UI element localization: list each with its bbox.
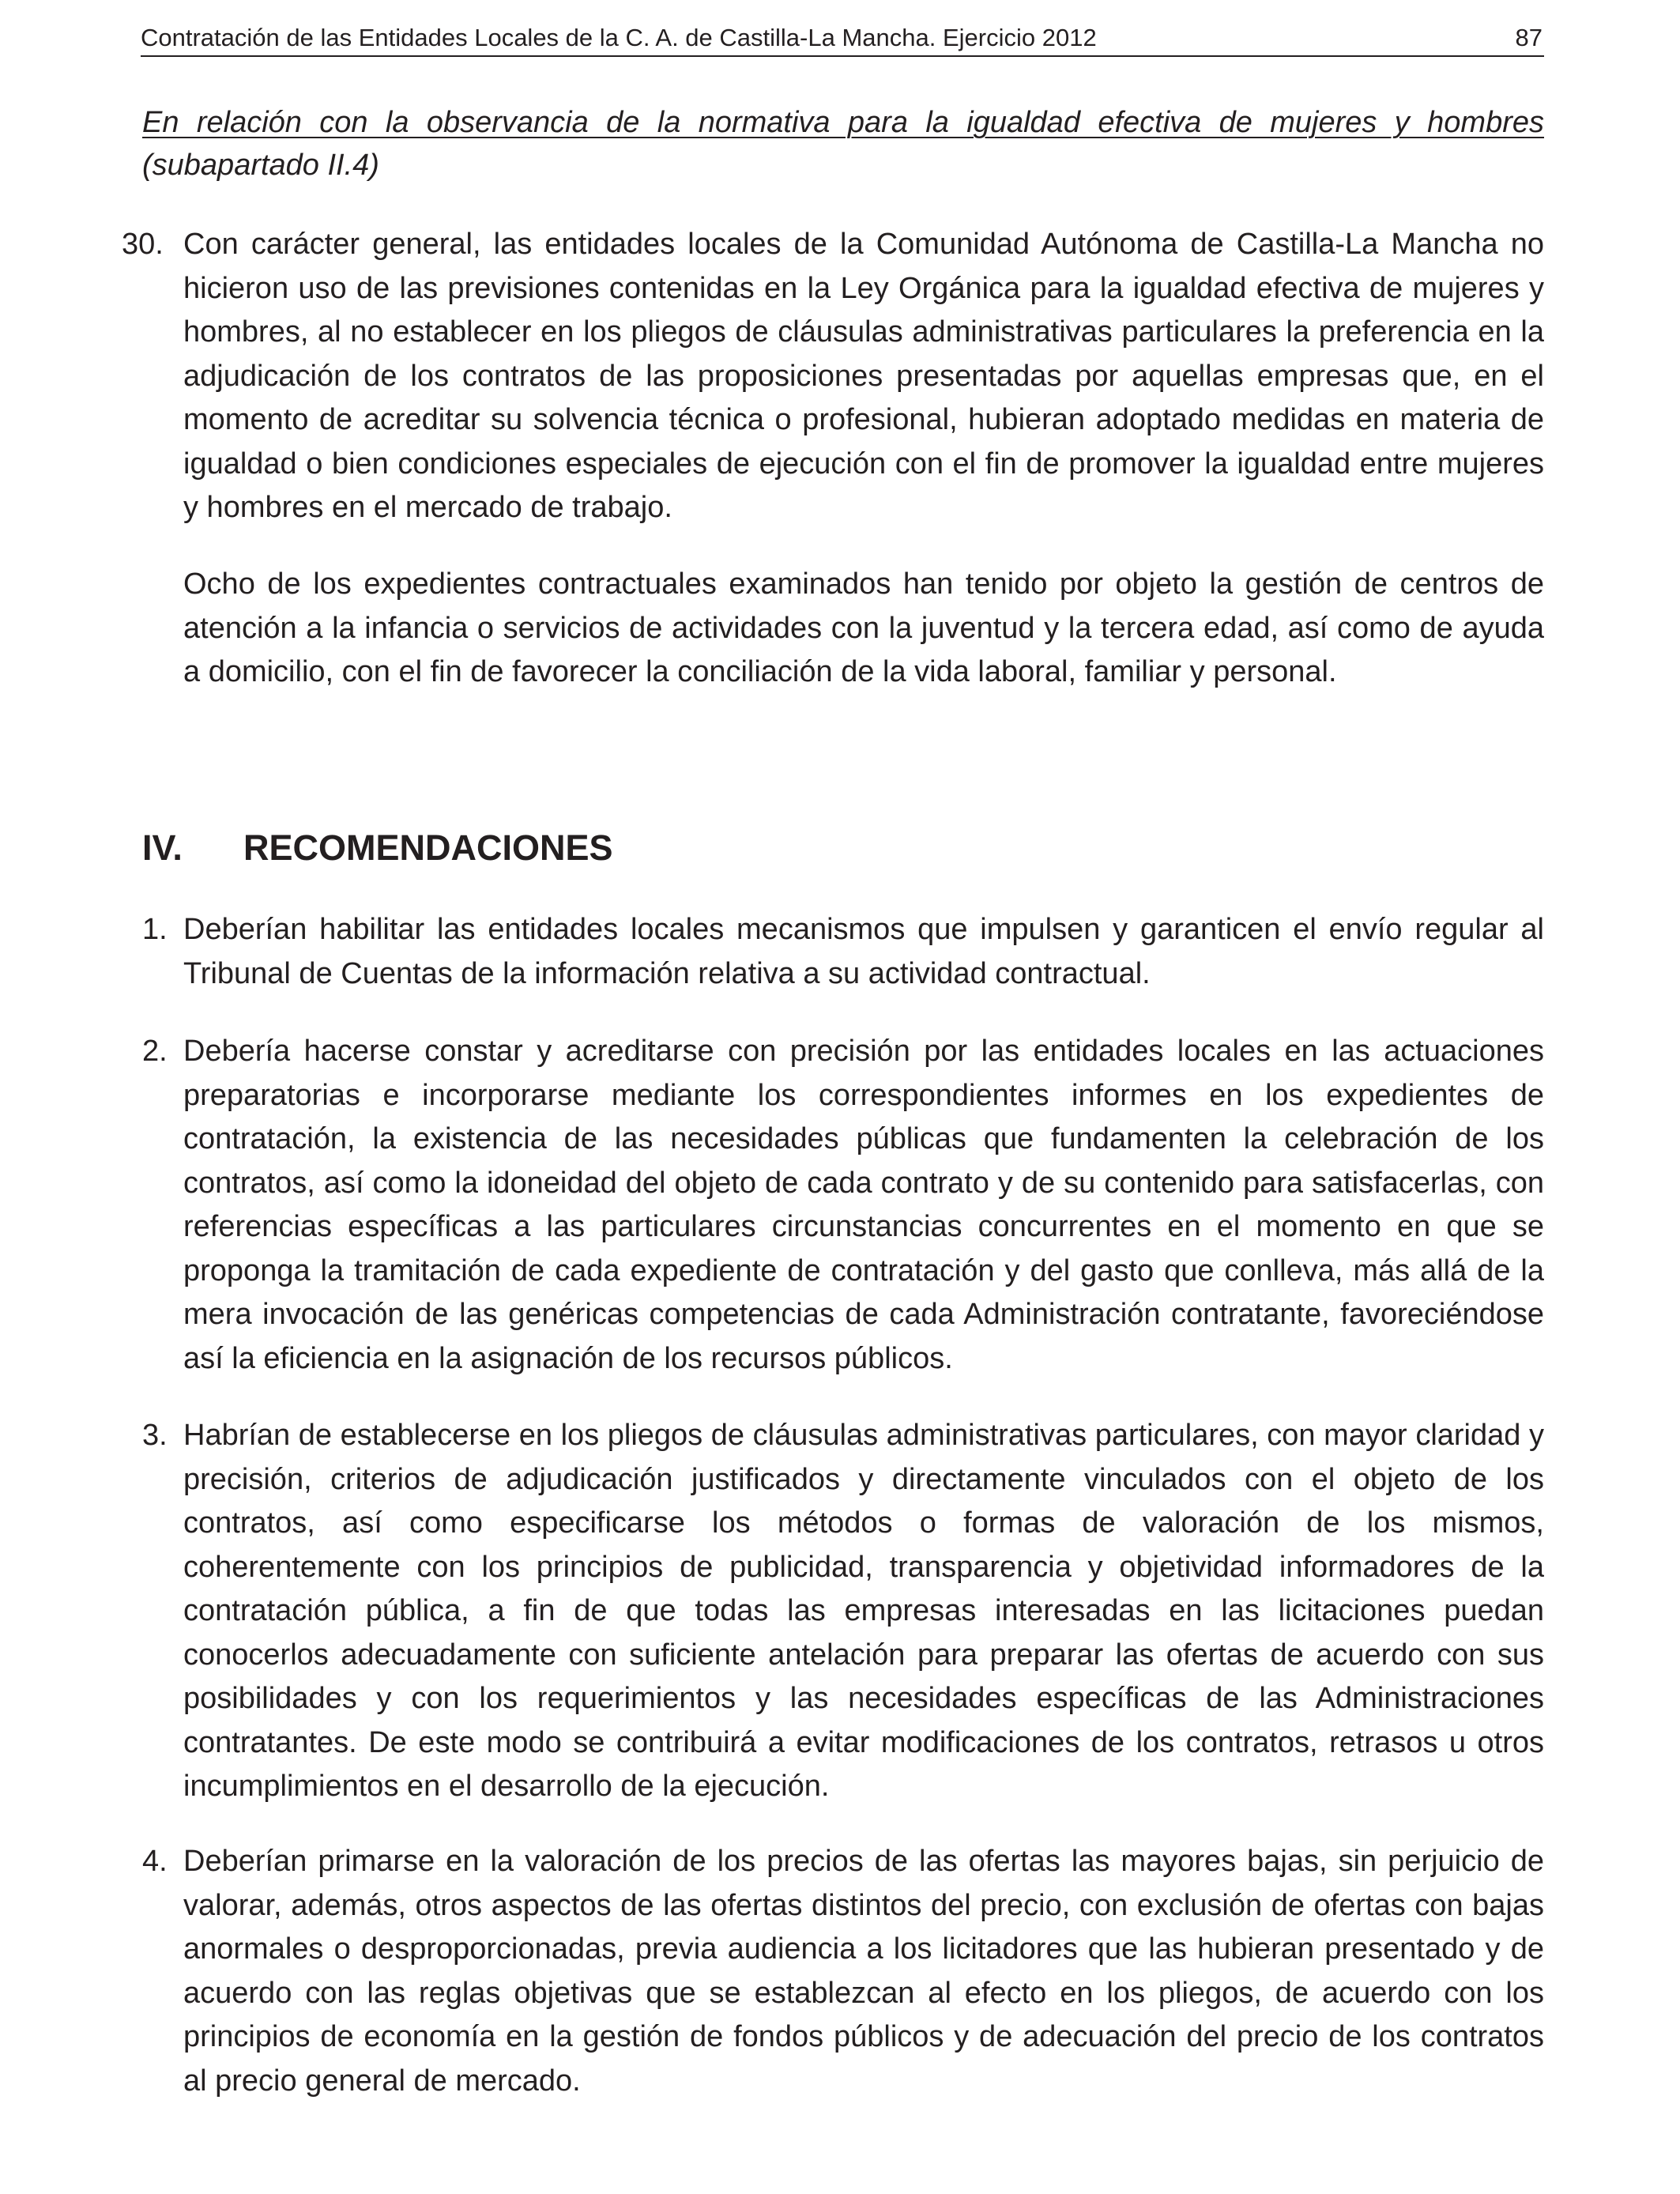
subsection-title (142, 101, 1544, 187)
paragraph-30-text: Con carácter general, las entidades locales de la Comunidad Autónoma de Castilla-La Mancha no hicieron uso de las previsiones contenidas en la Ley Orgánica para la igualdad efectiva de mujeres y hombres, al no establecer en los pliegos de cláusulas administrativas particulares la preferencia en la adjudicación de los contratos de las proposiciones presentadas por aquellas empresas que, en el momento de acreditar su solvencia técnica o profesional, hubieran adoptado medidas en materia de igualdad o bien condiciones especiales de ejecución con el fin de promover la igualdad entre mujeres y hombres en el mercado de trabajo. (183, 228, 1544, 524)
page-number: 87 (1515, 24, 1543, 51)
page-header (141, 21, 1544, 57)
recommendation-text: Habrían de establecerse en los pliegos de cláusulas administrativas particulares, con mayor claridad y precisión, criterios de adjudicación justificados y directamente vinculados con el objeto de los contratos, así como especificarse los métodos o formas de valoración de los mismos, coherentemente con los principios de publicidad, transparencia y objetividad informadores de la contratación pública, a fin de que todas las empresas interesadas en las licitaciones puedan conocerlos adecuadamente con suficiente antelación para preparar las ofertas de acuerdo con sus posibilidades y con los requerimientos y las necesidades específicas de las Administraciones contratantes. De este modo se contribuirá a evitar modificaciones de los contratos, retrasos u otros incumplimientos en el desarrollo de la ejecución. (183, 1419, 1544, 1803)
recommendation-number: 3. (142, 1419, 168, 1452)
section-title: RECOMENDACIONES (243, 827, 613, 868)
subsection-title-underlined: En relación con la observancia de la normativa para la igualdad efectiva de mujeres y hombres (142, 106, 1544, 139)
recommendation-number: 4. (142, 1845, 168, 1878)
header-title: Contratación de las Entidades Locales de la C. A. de Castilla-La Mancha. Ejercicio 2012 (141, 24, 1097, 51)
recommendation-number: 1. (142, 913, 168, 946)
recommendation-text: Deberían primarse en la valoración de los precios de las ofertas las mayores bajas, sin perjuicio de valorar, además, otros aspectos de las ofertas distintos del precio, con exclusión de ofertas con bajas anormales o desproporcionadas, previa audiencia a los licitadores que las hubieran presentado y de acuerdo con las reglas objetivas que se establezcan al efecto en los pliegos, de acuerdo con los principios de economía en la gestión de fondos públicos y de adecuación del precio de los contratos al precio general de mercado. (183, 1845, 1544, 2098)
recommendation-text: Debería hacerse constar y acreditarse con precisión por las entidades locales en las actuaciones preparatorias e incorporarse mediante los correspondientes informes en los expedientes de contratación, la existencia de las necesidades públicas que fundamenten la celebración de los contratos, así como la idoneidad del objeto de cada contrato y de su contenido para satisfacerlas, con referencias específicas a las particulares circunstancias concurrentes en el momento en que se proponga la tramitación de cada expediente de contratación y del gasto que conlleva, más allá de la mera invocación de las genéricas competencias de cada Administración contratante, favoreciéndose así la eficiencia en la asignación de los recursos públicos. (183, 1035, 1544, 1375)
paragraph-number: 30. (122, 228, 164, 261)
subsection-title-reference: (subapartado II.4) (142, 149, 379, 182)
recommendation-number: 2. (142, 1035, 168, 1068)
section-number: IV. (142, 827, 183, 868)
recommendation-text: Deberían habilitar las entidades locales mecanismos que impulsen y garanticen el envío regular al Tribunal de Cuentas de la información relativa a su actividad contractual. (183, 913, 1544, 990)
paragraph-30-continuation: Ocho de los expedientes contractuales examinados han tenido por objeto la gestión de centros de atención a la infancia o servicios de actividades con la juventud y la tercera edad, así como de ayuda a domicilio, con el fin de favorecer la conciliación de la vida laboral, familiar y personal. (183, 567, 1544, 688)
